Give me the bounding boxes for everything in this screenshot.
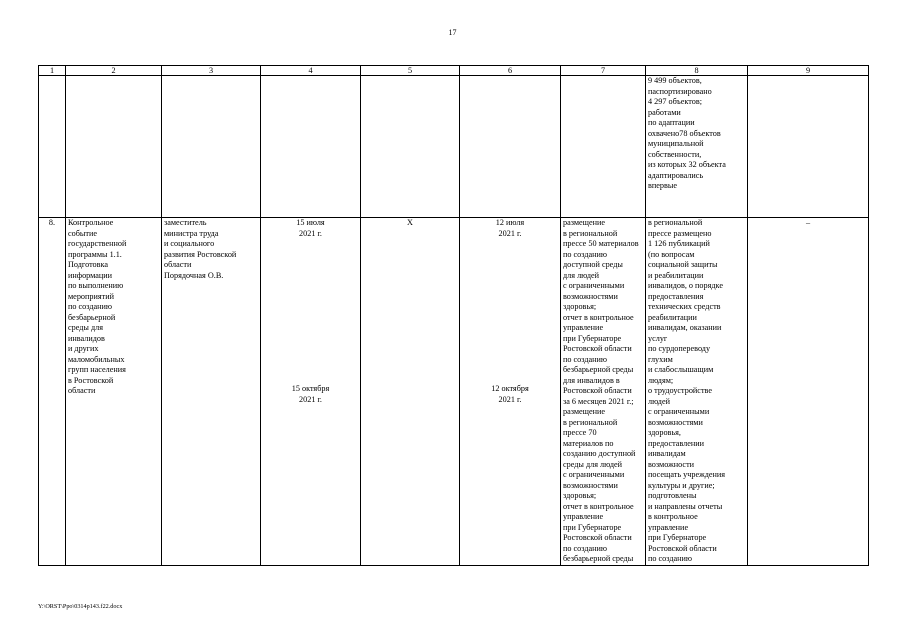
fact-date-cell — [460, 218, 561, 566]
column-header-7: 7 — [561, 66, 646, 76]
column-header-3: 3 — [162, 66, 261, 76]
notes-cell: – — [748, 218, 869, 566]
page-number: 17 — [448, 28, 457, 37]
fact-date-1: 12 июля 2021 г. — [495, 218, 525, 238]
plan-date-1: 15 июля 2021 г. — [296, 218, 325, 238]
column-number-row — [39, 66, 869, 76]
column-header-8: 8 — [646, 66, 748, 76]
footer-file-path: Y:\ORST\Ppo\0314p143.f22.docx — [38, 603, 123, 610]
column-header-5: 5 — [361, 66, 460, 76]
column-header-6: 6 — [460, 66, 561, 76]
event-name-cell: Контрольное событие государственной программы 1.1. Подготовка информации по выполнению мероприятий по созданию безбарьерной среды для инвалидов и других маломобильных групп населения в Ростовской области — [66, 218, 162, 566]
table-row-8 — [39, 218, 869, 566]
responsible-cell: заместитель министра труда и социального развития Ростовской области Порядочная О.В. — [162, 218, 261, 566]
fact-date-2: 12 октября 2021 г. — [491, 384, 529, 404]
column-header-4: 4 — [261, 66, 361, 76]
continuation-row — [39, 76, 869, 218]
column-header-1: 1 — [39, 66, 66, 76]
planned-result-cell: размещение в региональной прессе 50 материалов по созданию доступной среды для людей с ограниченными возможностями здоровья; отчет в контрольное управление при Губернаторе Ростовской области по созданию безбарьерной среды для инвалидов в Ростовской области за 6 месяцев 2021 г.; размещение в региональной прессе 70 материалов по созданию доступной среды для людей с ограниченными возможностями здоровья; отчет в контрольное управление при Губернаторе Ростовской области по созданию безбарьерной среды — [561, 218, 646, 566]
plan-date-cell — [261, 218, 361, 566]
column-header-9: 9 — [748, 66, 869, 76]
column-5-cell: X — [361, 218, 460, 566]
column-header-2: 2 — [66, 66, 162, 76]
row-number: 8. — [39, 218, 66, 566]
plan-table — [38, 65, 869, 566]
plan-date-2: 15 октября 2021 г. — [291, 384, 330, 404]
continuation-result-cell: 9 499 объектов, паспортизировано 4 297 объектов; работами по адаптации охвачено78 объектов муниципальной собственности, из которых 32 объекта адаптировались впервые — [646, 76, 748, 218]
actual-result-cell: в региональной прессе размещено 1 126 публикаций (по вопросам социальной защиты и реабилитации инвалидов, о порядке предоставления технических средств реабилитации инвалидам, оказании услуг по сурдопереводу глухим и слабослышащим людям; о трудоустройстве людей с ограниченными возможностями здоровья, предоставлении инвалидам возможности посещать учреждения культуры и другие; подготовлены и направлены отчеты в контрольное управление при Губернаторе Ростовской области по созданию — [646, 218, 748, 566]
